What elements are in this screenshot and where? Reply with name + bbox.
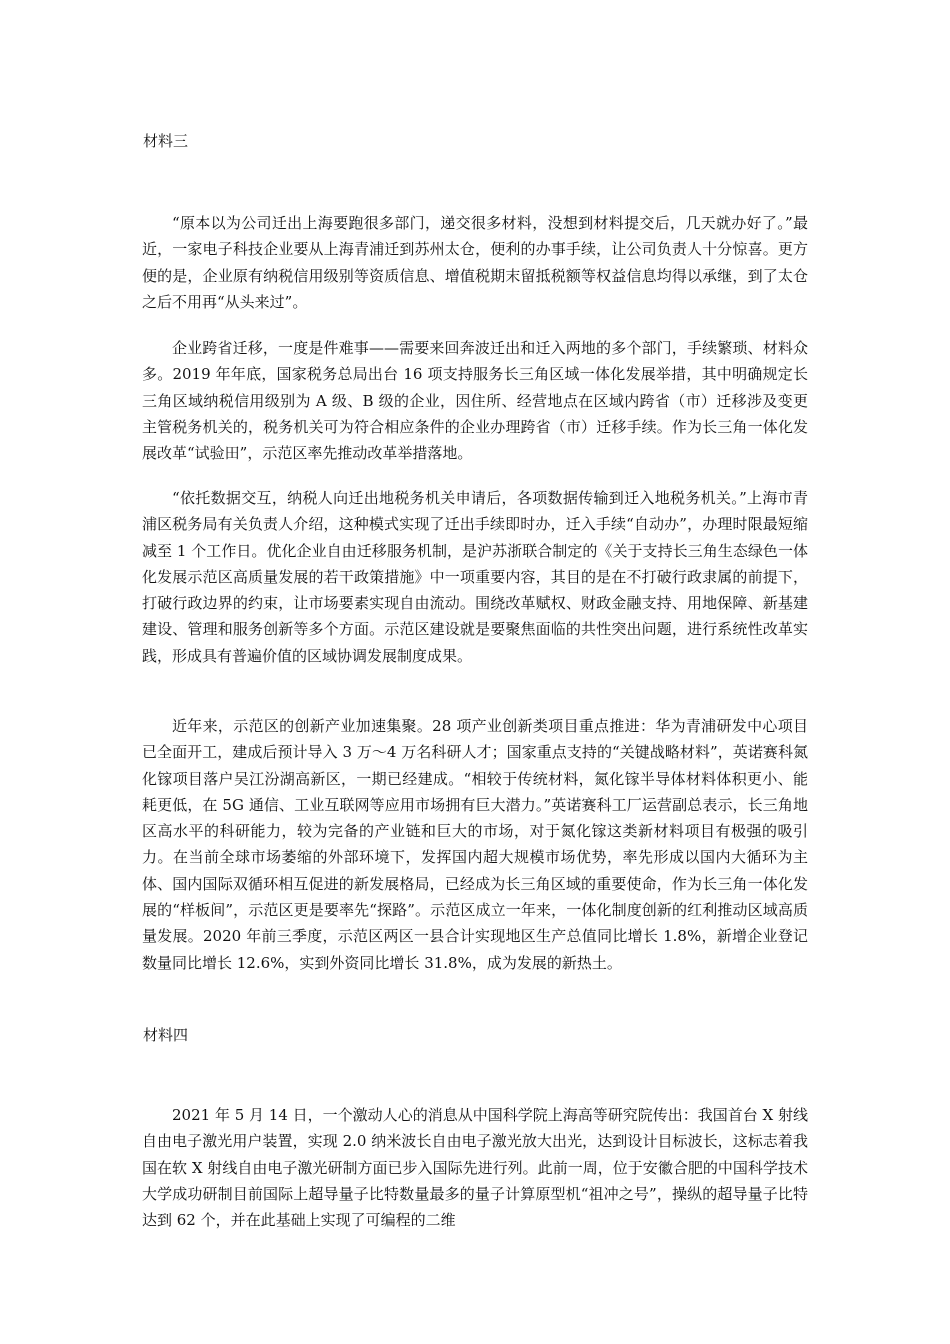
paragraph: “依托数据交互，纳税人向迁出地税务机关申请后，各项数据传输到迁入地税务机关。”上海市青浦区税务局有关负责人介绍，这种模式实现了迁出手续即时办，迁入手续“自动办”，办理时限最短缩减至 1 个工作日。优化企业自由迁移服务机制，是沪苏浙联合制定的《关于支持长三角生态绿色一体化发展示范区高质量发展的若干政策措施》中一项重要内容，其目的是在不打破行政隶属的前提下，打破行政边界的约束，让市场要素实现自由流动。围绕改革赋权、财政金融支持、用地保障、新基建建设、管理和服务创新等多个方面。示范区建设就是要聚焦面临的共性突出问题，进行系统性改革实践，形成具有普遍价值的区域协调发展制度成果。 [142,489,808,665]
section-heading-material-4: 材料四 [143,1026,189,1044]
paragraph: 近年来，示范区的创新产业加速集聚。28 项产业创新类项目重点推进：华为青浦研发中心项目已全面开工，建成后预计导入 3 万～4 万名科研人才；国家重点支持的“关键战略材料”，英诺赛科氮化镓项目落户吴江汾湖高新区，一期已经建成。“相较于传统材料，氮化镓半导体材料体积更小、能耗更低，在 5G 通信、工业互联网等应用市场拥有巨大潜力。”英诺赛科工厂运营副总表示，长三角地区高水平的科研能力，较为完备的产业链和巨大的市场，对于氮化镓这类新材料项目有极强的吸引力。在当前全球市场萎缩的外部环境下，发挥国内超大规模市场优势，率先形成以国内大循环为主体、国内国际双循环相互促进的新发展格局，已经成为长三角区域的重要使命，作为长三角一体化发展的“样板间”，示范区更是要率先“探路”。示范区成立一年来，一体化制度创新的红利推动区域高质量发展。2020 年前三季度，示范区两区一县合计实现地区生产总值同比增长 1.8%，新增企业登记数量同比增长 12.6%，实到外资同比增长 31.8%，成为发展的新热土。 [142,717,808,972]
paragraph: 2021 年 5 月 14 日，一个激动人心的消息从中国科学院上海高等研究院传出：我国首台 X 射线自由电子激光用户装置，实现 2.0 纳米波长自由电子激光放大出光，达到设计目标波长，这标志着我国在软 X 射线自由电子激光研制方面已步入国际先进行列。此前一周，位于安徽合肥的中国科学技术大学成功研制目前国际上超导量子比特数量最多的量子计算原型机“祖冲之号”，操纵的超导量子比特达到 62 个，并在此基础上实现了可编程的二维 [142,1106,808,1230]
paragraph: 企业跨省迁移，一度是件难事——需要来回奔波迁出和迁入两地的多个部门，手续繁琐、材料众多。2019 年年底，国家税务总局出台 16 项支持服务长三角区域一体化发展举措，其中明确规定长三角区域纳税信用级别为 A 级、B 级的企业，因住所、经营地点在区域内跨省（市）迁移涉及变更主管税务机关的，税务机关可为符合相应条件的企业办理跨省（市）迁移手续。作为长三角一体化发展改革“试验田”，示范区率先推动改革举措落地。 [142,339,808,463]
section-heading-material-3: 材料三 [143,132,189,150]
paragraph: “原本以为公司迁出上海要跑很多部门，递交很多材料，没想到材料提交后，几天就办好了。”最近，一家电子科技企业要从上海青浦迁到苏州太仓，便利的办事手续，让公司负责人十分惊喜。更方便的是，企业原有纳税信用级别等资质信息、增值税期末留抵税额等权益信息均得以承继，到了太仓之后不用再“从头来过”。 [142,214,808,311]
